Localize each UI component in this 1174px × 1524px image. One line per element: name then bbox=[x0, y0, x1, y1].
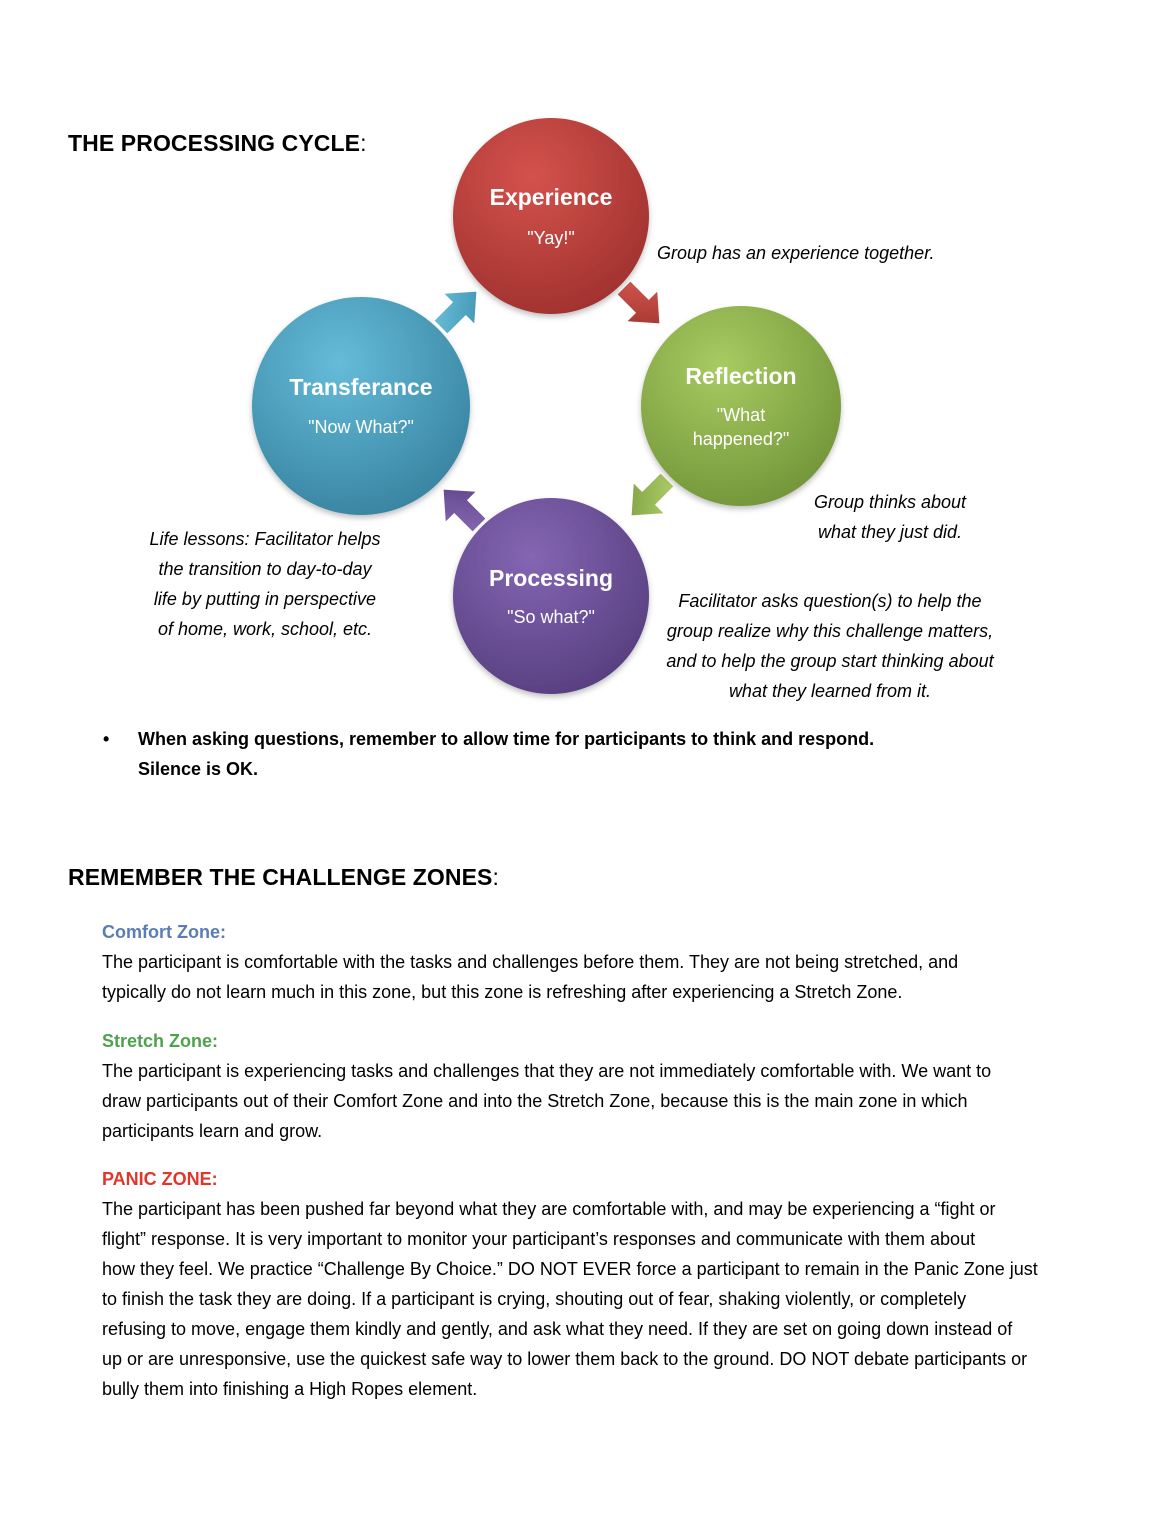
transferance-circle bbox=[252, 297, 470, 515]
processing-circle bbox=[453, 498, 649, 694]
stretch-zone-section bbox=[102, 1028, 1112, 1146]
experience-note: Group has an experience together. bbox=[657, 243, 935, 263]
processing-title: Processing bbox=[489, 565, 613, 591]
comfort-zone-label: Comfort Zone: bbox=[102, 922, 226, 942]
reflection-note: Group thinks about what they just did. bbox=[813, 492, 967, 542]
stretch-zone-label: Stretch Zone: bbox=[102, 1031, 219, 1051]
bullet-dot-icon: • bbox=[103, 729, 110, 749]
transferance-title: Transferance bbox=[289, 374, 433, 400]
comfort-zone-description: The participant is comfortable with the tasks and challenges before them. They are not being stretched, and typically do not learn much in this zone, but this zone is refreshing after experiencing a Stretch Zone. bbox=[102, 952, 959, 1002]
panic-zone-label: PANIC ZONE: bbox=[102, 1169, 218, 1189]
reflection-title: Reflection bbox=[685, 363, 797, 389]
panic-zone-section bbox=[102, 1166, 1112, 1404]
transferance-note: Life lessons: Facilitator helps the transition to day-to-day life by putting in perspective of home, work, school, etc. bbox=[149, 529, 381, 639]
experience-subtitle: "Yay!" bbox=[527, 228, 575, 248]
processing-note: Facilitator asks question(s) to help the group realize why this challenge matters, and to help the group start thinking about what they learned from it. bbox=[666, 591, 994, 701]
comfort-zone-section bbox=[102, 919, 1112, 1007]
panic-zone-description: The participant has been pushed far beyond what they are comfortable with, and may be experiencing a “fight or flight” response. It is very important to monitor your participant’s responses and communicate with them about how they feel. We practice “Challenge By Choice.” DO NOT EVER force a participant to remain in the Panic Zone just to finish the task they are doing. If a participant is crying, shouting out of fear, shaking violently, or completely refusing to move, engage them kindly and gently, and ask what they need. If they are set on going down instead of up or are unresponsive, use the quickest safe way to lower them back to the ground. DO NOT debate participants or bully them into finishing a High Ropes element. bbox=[102, 1199, 1038, 1399]
reflection-subtitle-line1: "What bbox=[716, 405, 766, 425]
experience-circle bbox=[453, 118, 649, 314]
tip-text: When asking questions, remember to allow time for participants to think and respond. Silence is OK. bbox=[138, 729, 875, 779]
processing-cycle-heading: THE PROCESSING CYCLE: bbox=[68, 130, 367, 156]
reflection-circle bbox=[641, 306, 841, 506]
experience-title: Experience bbox=[489, 184, 613, 210]
stretch-zone-description: The participant is experiencing tasks and challenges that they are not immediately comfortable with. We want to draw participants out of their Comfort Zone and into the Stretch Zone, because this is the main zone in which participants learn and grow. bbox=[102, 1061, 992, 1141]
processing-subtitle: "So what?" bbox=[507, 607, 595, 627]
transferance-subtitle: "Now What?" bbox=[308, 417, 414, 437]
challenge-zones-heading: REMEMBER THE CHALLENGE ZONES: bbox=[68, 864, 499, 890]
reflection-subtitle-line2: happened?" bbox=[692, 429, 790, 449]
